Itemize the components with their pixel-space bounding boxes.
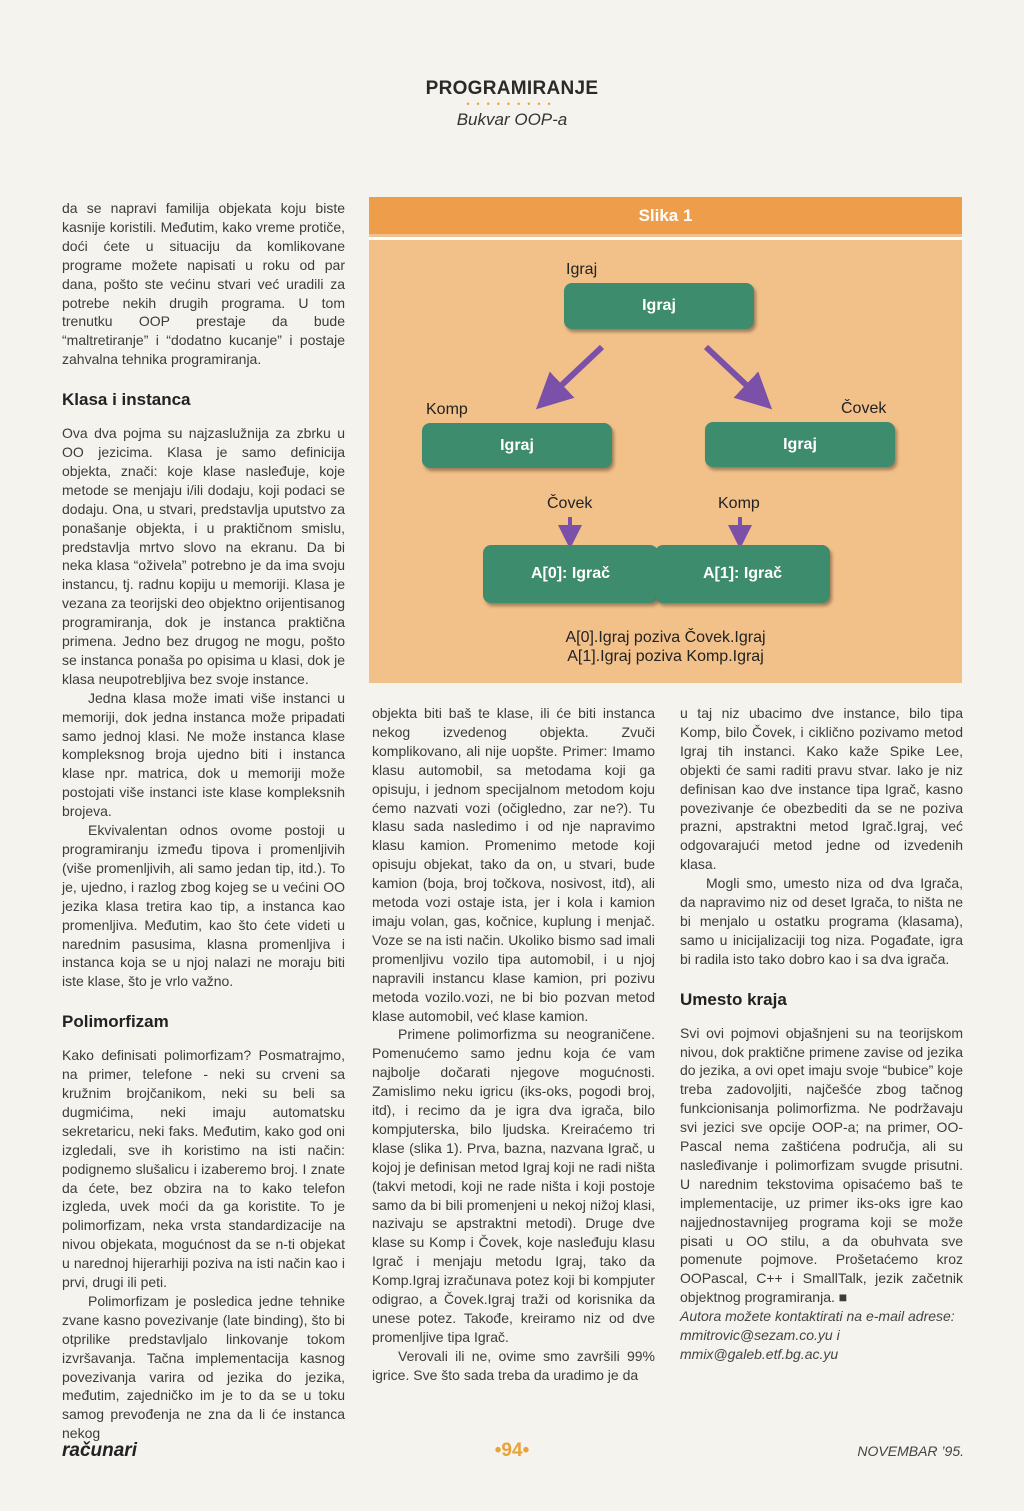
paragraph: Jedna klasa može imati više instanci u memoriji, dok jedna instanca može pripadati samo jednoj klasi. Ne može instanca klase kompleksnog broja ujedno biti i instanca klase npr. matrica, dok u memoriji može postojati više instanci iste klase kompleksnih brojeva. (62, 689, 345, 820)
intro-paragraph: da se napravi familija objekata koju biste kasnije koristili. Međutim, kako vreme protiče, doći ćete u situaciju da komlikovane programe možete napisati u roku od par dana, pošto ste većinu stvari već uradili za potrebe nekih drugih programa. U tom trenutku OOP prestaje da bude “maltretiranje” i “dodatno kucanje” i postaje zahvalna tehnika programiranja. (62, 200, 345, 368)
paragraph: objekta biti baš te klase, ili će biti instanca nekog izvedenog objekta. Zvuči komplikovano, ali nije uopšte. Primer: Imamo klasu automobil, sa metodama koji ga opisuju, i jednom specijalnom metodom koju ćemo nazvati vozi (očigledno, zar ne?). Tu klasu sada nasledimo i od nje napravimo klasu kamion. Promenimo metode koji opisuju objekat, tako da on, u stvari, bude kamion (boja, broj točkova, nosivost, itd), ali metoda vozi ostaje ista, jer i kola i kamion imaju volan, gas, kočnice, kuplung i menjač. Voze se na isti način. Ukoliko bismo sad imali promenljivu vozilo tipa automobil, i u njoj napravili instancu klase kamion, pri pozivu metoda vozilo.vozi, ne bi bio pozvan metod klase automobil, već klase kamion. (372, 705, 655, 1024)
paragraph: Svi ovi pojmovi objašnjeni su na teorijskom nivou, dok praktične primene zavise od jezika do jezika, a ovi opet imaju svoje “bubice” koje treba zadovoljiti, najčešće zbog tačnog funkcionisanja polimorfizma. Ne podržavaju svi jezici sve opcije OOP-a; na primer, OO-Pascal nema zaštićena područja, ali su nasleđivanje i polimorfizam svugde prisutni. U narednim tekstovima opisaćemo baš te implementacije, uz primer iks-oks igre kao najjednostavnijeg programa koji se može pisati u OO stilu, a da obuhvata sve pomenute pojmove. Prošetaćemo kroz OOPascal, C++ i SmallTalk, jezik začetnik objektnog programiranja. ■ (680, 1024, 963, 1306)
box-a0-igrac: A[0]: Igrač (483, 545, 658, 603)
label-a0-covek: Čovek (547, 495, 593, 512)
paragraph: Ekvivalentan odnos ovome postoji u programiranju između tipova i promenljivih (više promenljivih, ali samo jedan tip, itd.). To je, ujedno, i razlog zbog kojeg se u većini OO jezika klasa tretira kao tip, a instanca kao promenljiva. Međutim, kao što ćete videti u narednim pasusima, klasna promenljiva i instanca koja se u njoj nalazi ne moraju biti iste klase, što je vrlo važno. (62, 822, 345, 990)
label-covek: Čovek (841, 400, 887, 417)
paragraph: Ova dva pojma su najzaslužnija za zbrku u OO jezicima. Klasa je samo definicija objekta, znači: koje klase nasleđuje, koje metode se menjaju i/ili dodaju, koji podaci se dodaju. Ona, u stvari, predstavlja uputstvo za ponašanje objekta, i u praktičnom smislu, predstavlja mrtvo slovo na ekranu. Da bi neka klasa “oživela” potrebno je da ima svoju instancu, tj. radnu kopiju u memoriji. Klasa je vezana za teorijski deo objektno orijentisanog programiranja, dok je instanca praktična primena. Jedno bez drugog ne mogu, pošto se instanca ponaša po opisima u klasi, dok je klasa neupotrebljiva bez svoje instance. (62, 425, 345, 687)
paragraph: Polimorfizam je posledica jedne tehnike zvane kasno povezivanje (late binding), što bi otprilike predstavljalo linkovanje tokom izvršavanja. Tačna implementacija kasnog povezivanja varira od jezika do jezika, međutim, zajedničko im je to da se u toku samog prevođenja ne zna da li će instanca nekog (62, 1292, 345, 1442)
article-subtitle: Bukvar OOP-a (456, 110, 568, 129)
column-middle (372, 704, 655, 1385)
figure-title: Slika 1 (369, 197, 962, 234)
paragraph: Primene polimorfizma su neograničene. Pomenućemo samo jednu koja će vam najbolje dočarati njegove mogućnosti. Zamislimo neku igricu (iks-oks, pogodi broj, itd), i recimo da je igra dva igrača, bilo kompjuterska, bilo ljudska. Kreiraćemo tri klase (slika 1). Prva, bazna, nazvana Igrač, u kojoj je definisan metod Igraj koji ne radi ništa (takvi metodi, koji ne rade ništa i koji postoje samo da bi bili promenjeni u nekoj nižoj klasi, nazivaju se apstraktni metodi). Druge dve klase su Komp i Čovek, koje nasleđuju klasu Igrač i menjaju metodu Igraj, tako da Komp.Igraj izračunava potez koji bi kompjuter odigrao, a Čovek.Igraj traži od korisnika da unese potez. Takođe, kreiramo niz od dve promenljive tipa Igrač. (372, 1026, 655, 1345)
paragraph: Mogli smo, umesto niza od dva Igrača, da napravimo niz od deset Igrača, to ništa ne bi menjalo u ostatku programa (klasama), samo u inicijalizaciji tog niza. Pogađate, igra bi radila isto tako dobro kao i sa dva igrača. (680, 875, 963, 967)
figure-caption-1: A[0].Igraj poziva Čovek.Igraj (565, 629, 766, 646)
box-komp-igraj: Igraj (422, 423, 612, 468)
header-dots: ••••••••• (466, 99, 558, 109)
label-komp: Komp (426, 401, 468, 418)
paragraph: Verovali ili ne, ovime smo završili 99% igrice. Sve što sada treba da uradimo je da (372, 1347, 655, 1383)
arrow-left (549, 347, 602, 397)
heading-umesto-kraja: Umesto kraja (680, 989, 787, 1009)
section-title: PROGRAMIRANJE (425, 78, 599, 99)
issue-date: NOVEMBAR ’95. (857, 1443, 964, 1459)
paragraph: u taj niz ubacimo dve instance, bilo tipa Komp, bilo Čovek, i ciklično pozivamo metod Igraj tih instanci. Kako kaže Spike Lee, objekti će sami raditi pravu stvar. Iako je niz definisan kao dve instance tipa Igrač, kasno povezivanje će obezbediti da se ne poziva prazni, apstraktni metod Igrač.Igraj, već odgovarajući metod jedne od izvedenih klasa. (680, 705, 963, 873)
heading-klasa-i-instanca: Klasa i instanca (62, 390, 191, 410)
paragraph: Kako definisati polimorfizam? Posmatrajmo, na primer, telefone - neki su crveni sa kružnim brojčanikom, neki su beli sa dugmićima, neki imaju automatsku sekretaricu, neki faks. Međutim, kako god oni izgledali, sve ih koristimo na isti način: podignemo slušalicu i izaberemo broj. I znate da ćete, bez obzira na to kako telefon izgleda, uvek moći da ga koristite. To je polimorfizam, neka vrsta standardizacije na nivou objekata, mogućnost da se n-ti objekat u narednoj hijerarhiji poziva na isti način kao i prvi, drugi ili peti. (62, 1047, 345, 1291)
heading-polimorfizam: Polimorfizam (62, 1012, 169, 1032)
label-top-igraj: Igraj (566, 261, 598, 278)
page-header (0, 78, 1024, 130)
author-contact: Autora možete kontaktirati na e-mail adrese: mmitrovic@sezam.co.yu i mmix@galeb.etf.bg.ac.yu (680, 1308, 955, 1362)
box-a1-igrac: A[1]: Igrač (655, 545, 830, 603)
box-covek-igraj: Igraj (705, 422, 895, 467)
column-left (62, 199, 345, 1443)
box-igrac-igraj: Igraj (564, 283, 754, 329)
figure-slika-1 (369, 197, 962, 683)
arrow-right (706, 347, 759, 397)
column-right (680, 704, 963, 1364)
page-number: •94• (494, 1440, 530, 1461)
label-a1-komp: Komp (718, 495, 760, 512)
figure-caption-2: A[1].Igraj poziva Komp.Igraj (567, 648, 764, 665)
magazine-brand: računari (62, 1440, 137, 1461)
